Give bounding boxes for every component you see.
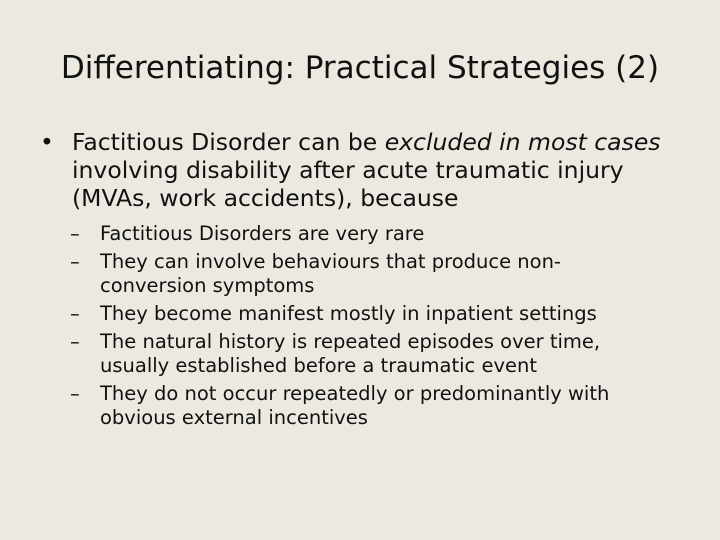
sub-bullet-item	[70, 382, 660, 430]
dash-marker: –	[70, 330, 80, 353]
sub-bullet-text: The natural history is repeated episodes over time, usually established before a traumatic event	[100, 330, 601, 377]
sub-bullet-text: They do not occur repeatedly or predominantly with obvious external incentives	[100, 382, 610, 429]
main-bullet	[40, 128, 680, 212]
sub-bullet-item	[70, 222, 660, 246]
sub-bullet-item	[70, 330, 660, 378]
bullet-marker: •	[40, 128, 54, 156]
dash-marker: –	[70, 382, 80, 405]
main-bullet-text-italic: excluded in most cases	[384, 128, 661, 156]
sub-bullet-item	[70, 250, 660, 298]
slide-title: Differentiating: Practical Strategies (2)	[60, 50, 660, 86]
main-bullet-row	[40, 128, 680, 212]
sub-bullet-text: They can involve behaviours that produce non-conversion symptoms	[100, 250, 561, 297]
main-bullet-text-end: involving disability after acute traumatic injury (MVAs, work accidents), because	[72, 156, 624, 212]
sub-bullet-text: Factitious Disorders are very rare	[100, 222, 425, 245]
dash-marker: –	[70, 222, 80, 245]
main-bullet-text	[72, 128, 661, 212]
sub-bullet-list	[70, 222, 660, 434]
sub-bullet-text: They become manifest mostly in inpatient settings	[100, 302, 597, 325]
sub-bullet-item	[70, 302, 660, 326]
dash-marker: –	[70, 250, 80, 273]
dash-marker: –	[70, 302, 80, 325]
main-bullet-text-start: Factitious Disorder can be	[72, 128, 385, 156]
